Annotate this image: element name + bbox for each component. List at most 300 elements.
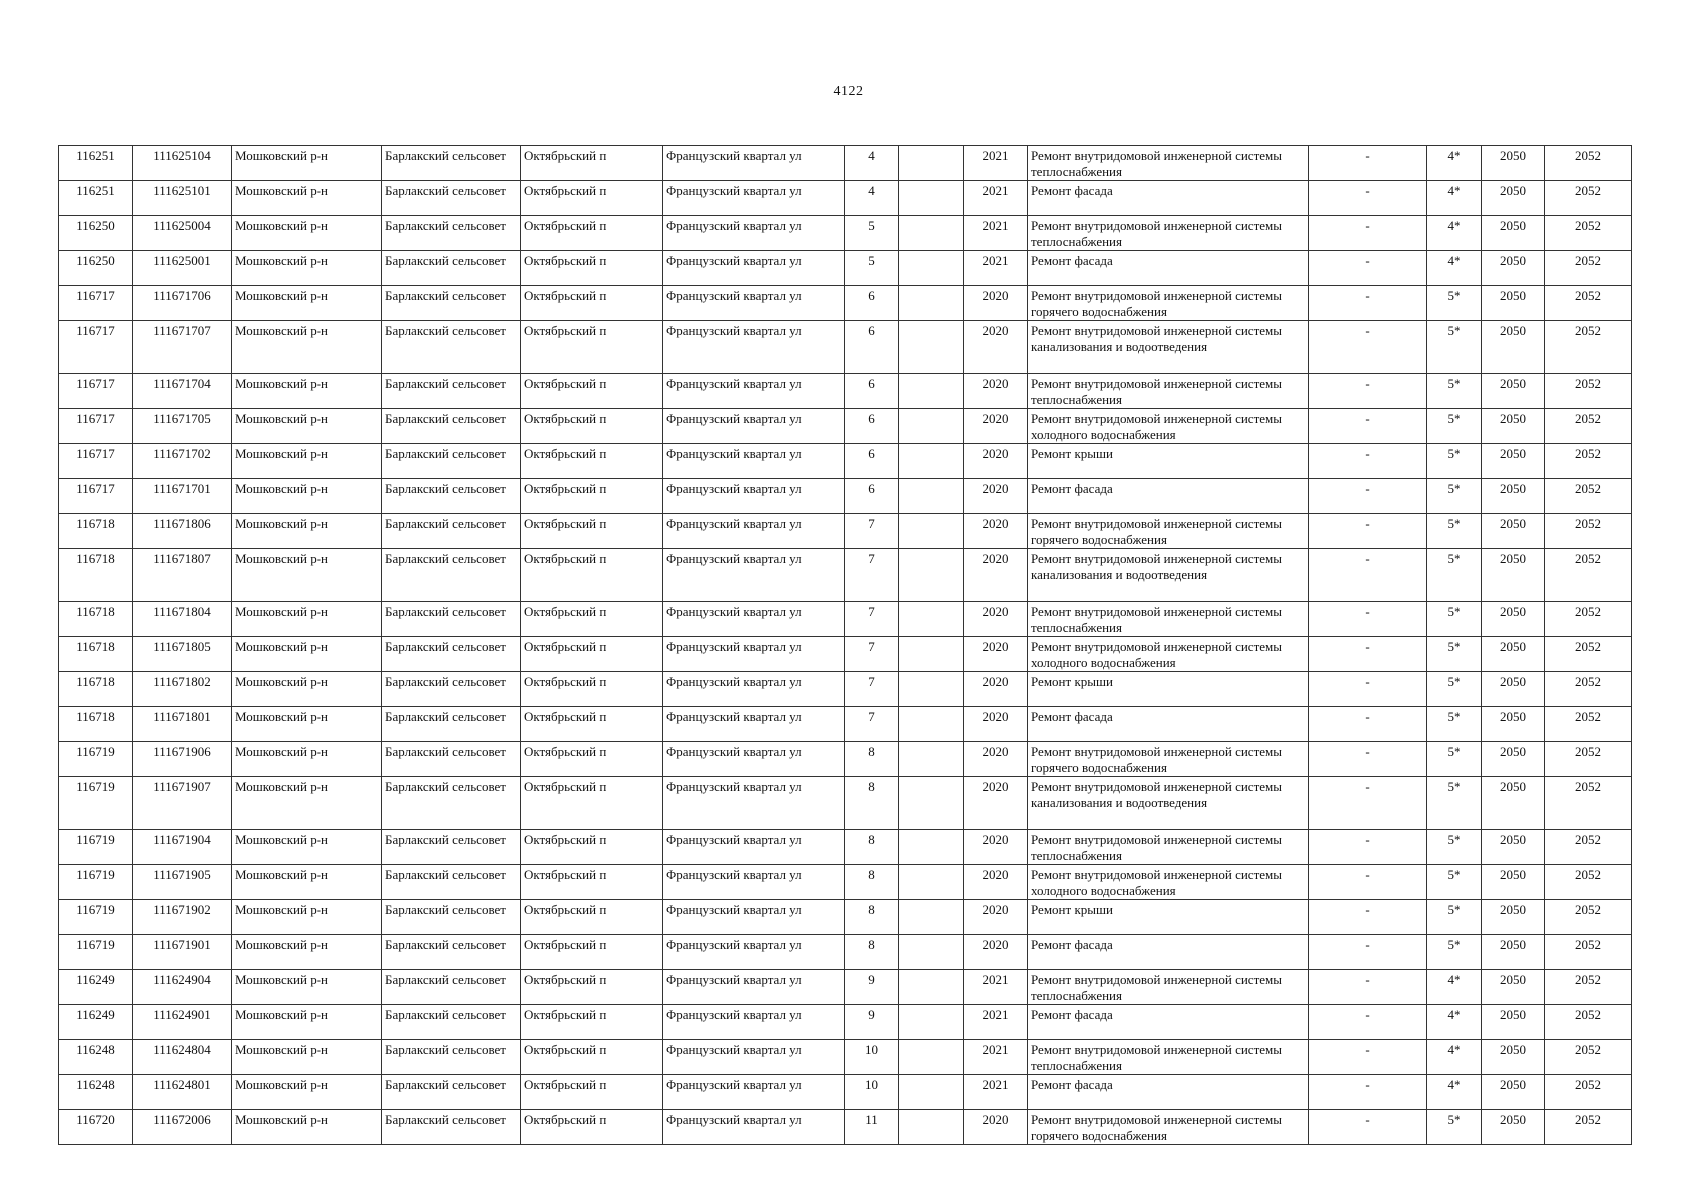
cell-year-to: 2052 xyxy=(1545,707,1632,742)
cell-number: 5* xyxy=(1427,900,1482,935)
cell-house: 8 xyxy=(845,830,899,865)
cell-district: Мошковский р-н xyxy=(232,1040,382,1075)
cell-house: 8 xyxy=(845,777,899,830)
cell-work-type: Ремонт внутридомовой инженерной системы холодного водоснабжения xyxy=(1028,637,1309,672)
cell-id: 116719 xyxy=(59,777,133,830)
table-row xyxy=(59,900,1632,935)
cell-number: 4* xyxy=(1427,251,1482,286)
table-row xyxy=(59,514,1632,549)
cell-council: Барлакский сельсовет xyxy=(382,970,521,1005)
cell-year-from: 2050 xyxy=(1482,1005,1545,1040)
cell-council: Барлакский сельсовет xyxy=(382,830,521,865)
cell-mark: - xyxy=(1309,146,1427,181)
cell-work-type: Ремонт крыши xyxy=(1028,444,1309,479)
cell-house: 9 xyxy=(845,970,899,1005)
table-row xyxy=(59,830,1632,865)
cell-street: Французский квартал ул xyxy=(663,1075,845,1110)
cell-year-to: 2052 xyxy=(1545,321,1632,374)
cell-mark: - xyxy=(1309,286,1427,321)
cell-council: Барлакский сельсовет xyxy=(382,742,521,777)
cell-id: 116718 xyxy=(59,549,133,602)
cell-mark: - xyxy=(1309,1075,1427,1110)
cell-house: 6 xyxy=(845,374,899,409)
cell-code: 111671706 xyxy=(133,286,232,321)
cell-year-to: 2052 xyxy=(1545,777,1632,830)
cell-street: Французский квартал ул xyxy=(663,1110,845,1145)
cell-year-from: 2050 xyxy=(1482,321,1545,374)
cell-settlement: Октябрьский п xyxy=(521,900,663,935)
cell-council: Барлакский сельсовет xyxy=(382,900,521,935)
cell-building xyxy=(899,707,964,742)
cell-house: 10 xyxy=(845,1040,899,1075)
cell-mark: - xyxy=(1309,777,1427,830)
cell-house: 4 xyxy=(845,146,899,181)
cell-code: 111625104 xyxy=(133,146,232,181)
cell-building xyxy=(899,1110,964,1145)
cell-year-to: 2052 xyxy=(1545,549,1632,602)
table-row xyxy=(59,1005,1632,1040)
cell-work-type: Ремонт внутридомовой инженерной системы теплоснабжения xyxy=(1028,374,1309,409)
cell-id: 116248 xyxy=(59,1075,133,1110)
table-row xyxy=(59,742,1632,777)
cell-district: Мошковский р-н xyxy=(232,216,382,251)
cell-year-from: 2050 xyxy=(1482,286,1545,321)
cell-house: 11 xyxy=(845,1110,899,1145)
cell-house: 7 xyxy=(845,514,899,549)
cell-year-to: 2052 xyxy=(1545,1040,1632,1075)
cell-number: 5* xyxy=(1427,479,1482,514)
cell-council: Барлакский сельсовет xyxy=(382,286,521,321)
cell-year-to: 2052 xyxy=(1545,672,1632,707)
cell-street: Французский квартал ул xyxy=(663,707,845,742)
cell-id: 116717 xyxy=(59,479,133,514)
cell-council: Барлакский сельсовет xyxy=(382,409,521,444)
cell-year-from: 2050 xyxy=(1482,970,1545,1005)
cell-council: Барлакский сельсовет xyxy=(382,146,521,181)
cell-year-to: 2052 xyxy=(1545,970,1632,1005)
cell-building xyxy=(899,1005,964,1040)
cell-street: Французский квартал ул xyxy=(663,286,845,321)
cell-year-from: 2050 xyxy=(1482,146,1545,181)
table-row xyxy=(59,321,1632,374)
cell-building xyxy=(899,602,964,637)
cell-street: Французский квартал ул xyxy=(663,251,845,286)
cell-council: Барлакский сельсовет xyxy=(382,216,521,251)
cell-mark: - xyxy=(1309,444,1427,479)
cell-building xyxy=(899,444,964,479)
cell-year: 2020 xyxy=(964,707,1028,742)
cell-year-from: 2050 xyxy=(1482,742,1545,777)
cell-code: 111671905 xyxy=(133,865,232,900)
cell-year: 2020 xyxy=(964,321,1028,374)
cell-year: 2020 xyxy=(964,830,1028,865)
cell-code: 111672006 xyxy=(133,1110,232,1145)
cell-year: 2020 xyxy=(964,549,1028,602)
cell-council: Барлакский сельсовет xyxy=(382,321,521,374)
table-row xyxy=(59,374,1632,409)
cell-work-type: Ремонт внутридомовой инженерной системы холодного водоснабжения xyxy=(1028,409,1309,444)
cell-id: 116719 xyxy=(59,742,133,777)
cell-year-to: 2052 xyxy=(1545,900,1632,935)
cell-year: 2021 xyxy=(964,181,1028,216)
cell-building xyxy=(899,146,964,181)
cell-district: Мошковский р-н xyxy=(232,637,382,672)
cell-settlement: Октябрьский п xyxy=(521,777,663,830)
cell-building xyxy=(899,479,964,514)
cell-year-from: 2050 xyxy=(1482,637,1545,672)
table-row xyxy=(59,251,1632,286)
cell-district: Мошковский р-н xyxy=(232,374,382,409)
cell-building xyxy=(899,742,964,777)
cell-work-type: Ремонт внутридомовой инженерной системы теплоснабжения xyxy=(1028,602,1309,637)
registry-table xyxy=(58,145,1632,1145)
cell-code: 111624904 xyxy=(133,970,232,1005)
cell-work-type: Ремонт внутридомовой инженерной системы горячего водоснабжения xyxy=(1028,286,1309,321)
registry-body xyxy=(59,146,1632,1145)
cell-building xyxy=(899,374,964,409)
cell-work-type: Ремонт фасада xyxy=(1028,1075,1309,1110)
cell-number: 5* xyxy=(1427,286,1482,321)
cell-year: 2020 xyxy=(964,444,1028,479)
cell-building xyxy=(899,549,964,602)
table-row xyxy=(59,777,1632,830)
cell-council: Барлакский сельсовет xyxy=(382,1110,521,1145)
cell-settlement: Октябрьский п xyxy=(521,409,663,444)
cell-mark: - xyxy=(1309,479,1427,514)
table-row xyxy=(59,1075,1632,1110)
cell-mark: - xyxy=(1309,830,1427,865)
cell-work-type: Ремонт фасада xyxy=(1028,707,1309,742)
cell-year: 2020 xyxy=(964,374,1028,409)
cell-code: 111671707 xyxy=(133,321,232,374)
cell-settlement: Октябрьский п xyxy=(521,321,663,374)
table-row xyxy=(59,479,1632,514)
cell-year-to: 2052 xyxy=(1545,374,1632,409)
cell-code: 111625101 xyxy=(133,181,232,216)
cell-building xyxy=(899,409,964,444)
cell-year-from: 2050 xyxy=(1482,865,1545,900)
cell-year-from: 2050 xyxy=(1482,672,1545,707)
cell-number: 5* xyxy=(1427,409,1482,444)
cell-house: 7 xyxy=(845,707,899,742)
cell-mark: - xyxy=(1309,742,1427,777)
cell-building xyxy=(899,216,964,251)
cell-code: 111671802 xyxy=(133,672,232,707)
cell-house: 6 xyxy=(845,321,899,374)
cell-house: 4 xyxy=(845,181,899,216)
table-row xyxy=(59,637,1632,672)
cell-council: Барлакский сельсовет xyxy=(382,479,521,514)
cell-year-from: 2050 xyxy=(1482,777,1545,830)
cell-house: 7 xyxy=(845,549,899,602)
cell-mark: - xyxy=(1309,1040,1427,1075)
cell-year-to: 2052 xyxy=(1545,865,1632,900)
cell-year-to: 2052 xyxy=(1545,216,1632,251)
table-row xyxy=(59,935,1632,970)
cell-district: Мошковский р-н xyxy=(232,514,382,549)
cell-council: Барлакский сельсовет xyxy=(382,777,521,830)
cell-district: Мошковский р-н xyxy=(232,1110,382,1145)
cell-district: Мошковский р-н xyxy=(232,1005,382,1040)
cell-building xyxy=(899,251,964,286)
cell-year-to: 2052 xyxy=(1545,935,1632,970)
cell-settlement: Октябрьский п xyxy=(521,479,663,514)
cell-mark: - xyxy=(1309,1005,1427,1040)
cell-council: Барлакский сельсовет xyxy=(382,1040,521,1075)
cell-house: 8 xyxy=(845,900,899,935)
cell-code: 111671902 xyxy=(133,900,232,935)
table-row xyxy=(59,1040,1632,1075)
cell-building xyxy=(899,1075,964,1110)
cell-house: 8 xyxy=(845,865,899,900)
cell-year-to: 2052 xyxy=(1545,514,1632,549)
cell-street: Французский квартал ул xyxy=(663,637,845,672)
cell-settlement: Октябрьский п xyxy=(521,374,663,409)
cell-code: 111671907 xyxy=(133,777,232,830)
cell-street: Французский квартал ул xyxy=(663,900,845,935)
cell-mark: - xyxy=(1309,181,1427,216)
cell-id: 116720 xyxy=(59,1110,133,1145)
cell-year: 2020 xyxy=(964,514,1028,549)
page-number: 4122 xyxy=(833,84,864,99)
cell-code: 111624901 xyxy=(133,1005,232,1040)
cell-work-type: Ремонт внутридомовой инженерной системы теплоснабжения xyxy=(1028,830,1309,865)
cell-street: Французский квартал ул xyxy=(663,479,845,514)
cell-number: 5* xyxy=(1427,865,1482,900)
cell-year-from: 2050 xyxy=(1482,514,1545,549)
cell-district: Мошковский р-н xyxy=(232,672,382,707)
cell-id: 116717 xyxy=(59,444,133,479)
table-row xyxy=(59,865,1632,900)
cell-council: Барлакский сельсовет xyxy=(382,444,521,479)
cell-year-from: 2050 xyxy=(1482,479,1545,514)
cell-settlement: Октябрьский п xyxy=(521,672,663,707)
cell-code: 111671904 xyxy=(133,830,232,865)
cell-street: Французский квартал ул xyxy=(663,321,845,374)
cell-district: Мошковский р-н xyxy=(232,935,382,970)
cell-house: 5 xyxy=(845,251,899,286)
cell-work-type: Ремонт внутридомовой инженерной системы теплоснабжения xyxy=(1028,216,1309,251)
cell-settlement: Октябрьский п xyxy=(521,549,663,602)
cell-year: 2020 xyxy=(964,777,1028,830)
cell-mark: - xyxy=(1309,602,1427,637)
table-row xyxy=(59,602,1632,637)
cell-work-type: Ремонт фасада xyxy=(1028,1005,1309,1040)
cell-settlement: Октябрьский п xyxy=(521,251,663,286)
cell-settlement: Октябрьский п xyxy=(521,742,663,777)
cell-building xyxy=(899,181,964,216)
cell-id: 116718 xyxy=(59,672,133,707)
cell-code: 111671704 xyxy=(133,374,232,409)
cell-number: 4* xyxy=(1427,181,1482,216)
cell-street: Французский квартал ул xyxy=(663,374,845,409)
cell-id: 116717 xyxy=(59,374,133,409)
cell-number: 5* xyxy=(1427,321,1482,374)
cell-district: Мошковский р-н xyxy=(232,830,382,865)
cell-house: 7 xyxy=(845,602,899,637)
cell-house: 6 xyxy=(845,479,899,514)
cell-settlement: Октябрьский п xyxy=(521,1005,663,1040)
cell-district: Мошковский р-н xyxy=(232,409,382,444)
cell-street: Французский квартал ул xyxy=(663,181,845,216)
cell-work-type: Ремонт фасада xyxy=(1028,251,1309,286)
cell-work-type: Ремонт внутридомовой инженерной системы канализования и водоотведения xyxy=(1028,549,1309,602)
table-row xyxy=(59,444,1632,479)
cell-mark: - xyxy=(1309,707,1427,742)
cell-year-from: 2050 xyxy=(1482,1040,1545,1075)
cell-settlement: Октябрьский п xyxy=(521,1110,663,1145)
cell-house: 6 xyxy=(845,409,899,444)
cell-year-from: 2050 xyxy=(1482,444,1545,479)
cell-year-to: 2052 xyxy=(1545,637,1632,672)
cell-number: 4* xyxy=(1427,1005,1482,1040)
cell-id: 116249 xyxy=(59,970,133,1005)
cell-year: 2020 xyxy=(964,900,1028,935)
cell-work-type: Ремонт внутридомовой инженерной системы теплоснабжения xyxy=(1028,970,1309,1005)
cell-work-type: Ремонт внутридомовой инженерной системы теплоснабжения xyxy=(1028,146,1309,181)
cell-district: Мошковский р-н xyxy=(232,444,382,479)
cell-street: Французский квартал ул xyxy=(663,146,845,181)
cell-street: Французский квартал ул xyxy=(663,602,845,637)
cell-number: 5* xyxy=(1427,672,1482,707)
cell-year-to: 2052 xyxy=(1545,444,1632,479)
cell-year: 2020 xyxy=(964,935,1028,970)
cell-code: 111671701 xyxy=(133,479,232,514)
cell-settlement: Октябрьский п xyxy=(521,865,663,900)
cell-year-to: 2052 xyxy=(1545,1110,1632,1145)
cell-settlement: Октябрьский п xyxy=(521,1040,663,1075)
cell-year: 2021 xyxy=(964,146,1028,181)
table-row xyxy=(59,181,1632,216)
cell-street: Французский квартал ул xyxy=(663,777,845,830)
cell-work-type: Ремонт внутридомовой инженерной системы канализования и водоотведения xyxy=(1028,321,1309,374)
cell-mark: - xyxy=(1309,549,1427,602)
cell-council: Барлакский сельсовет xyxy=(382,1075,521,1110)
cell-number: 4* xyxy=(1427,216,1482,251)
cell-settlement: Октябрьский п xyxy=(521,707,663,742)
cell-year-to: 2052 xyxy=(1545,479,1632,514)
cell-work-type: Ремонт внутридомовой инженерной системы горячего водоснабжения xyxy=(1028,514,1309,549)
cell-id: 116250 xyxy=(59,251,133,286)
cell-work-type: Ремонт фасада xyxy=(1028,935,1309,970)
cell-year-from: 2050 xyxy=(1482,251,1545,286)
cell-street: Французский квартал ул xyxy=(663,742,845,777)
cell-code: 111624801 xyxy=(133,1075,232,1110)
cell-code: 111625004 xyxy=(133,216,232,251)
cell-building xyxy=(899,672,964,707)
cell-council: Барлакский сельсовет xyxy=(382,935,521,970)
cell-settlement: Октябрьский п xyxy=(521,830,663,865)
cell-council: Барлакский сельсовет xyxy=(382,549,521,602)
cell-year-from: 2050 xyxy=(1482,549,1545,602)
cell-street: Французский квартал ул xyxy=(663,216,845,251)
cell-id: 116719 xyxy=(59,830,133,865)
cell-year: 2020 xyxy=(964,1110,1028,1145)
cell-settlement: Октябрьский п xyxy=(521,602,663,637)
table-row xyxy=(59,707,1632,742)
cell-council: Барлакский сельсовет xyxy=(382,374,521,409)
cell-mark: - xyxy=(1309,637,1427,672)
cell-year: 2021 xyxy=(964,1040,1028,1075)
cell-number: 5* xyxy=(1427,514,1482,549)
cell-settlement: Октябрьский п xyxy=(521,444,663,479)
cell-mark: - xyxy=(1309,865,1427,900)
cell-year-from: 2050 xyxy=(1482,374,1545,409)
cell-building xyxy=(899,514,964,549)
cell-number: 5* xyxy=(1427,777,1482,830)
cell-year: 2020 xyxy=(964,286,1028,321)
cell-district: Мошковский р-н xyxy=(232,865,382,900)
cell-settlement: Октябрьский п xyxy=(521,637,663,672)
cell-settlement: Октябрьский п xyxy=(521,1075,663,1110)
cell-street: Французский квартал ул xyxy=(663,409,845,444)
cell-number: 5* xyxy=(1427,935,1482,970)
cell-council: Барлакский сельсовет xyxy=(382,181,521,216)
cell-council: Барлакский сельсовет xyxy=(382,865,521,900)
cell-mark: - xyxy=(1309,374,1427,409)
cell-year: 2020 xyxy=(964,602,1028,637)
cell-number: 5* xyxy=(1427,707,1482,742)
cell-street: Французский квартал ул xyxy=(663,444,845,479)
cell-district: Мошковский р-н xyxy=(232,549,382,602)
cell-number: 5* xyxy=(1427,830,1482,865)
cell-id: 116719 xyxy=(59,935,133,970)
cell-building xyxy=(899,900,964,935)
cell-street: Французский квартал ул xyxy=(663,514,845,549)
cell-id: 116248 xyxy=(59,1040,133,1075)
cell-settlement: Октябрьский п xyxy=(521,146,663,181)
cell-year-to: 2052 xyxy=(1545,742,1632,777)
cell-district: Мошковский р-н xyxy=(232,777,382,830)
cell-mark: - xyxy=(1309,409,1427,444)
cell-code: 111671801 xyxy=(133,707,232,742)
cell-work-type: Ремонт крыши xyxy=(1028,672,1309,707)
cell-settlement: Октябрьский п xyxy=(521,970,663,1005)
cell-council: Барлакский сельсовет xyxy=(382,672,521,707)
cell-year-from: 2050 xyxy=(1482,830,1545,865)
cell-mark: - xyxy=(1309,251,1427,286)
cell-year-to: 2052 xyxy=(1545,1075,1632,1110)
cell-settlement: Октябрьский п xyxy=(521,216,663,251)
cell-council: Барлакский сельсовет xyxy=(382,251,521,286)
cell-code: 111671702 xyxy=(133,444,232,479)
cell-id: 116250 xyxy=(59,216,133,251)
cell-street: Французский квартал ул xyxy=(663,935,845,970)
cell-number: 5* xyxy=(1427,444,1482,479)
cell-year-from: 2050 xyxy=(1482,216,1545,251)
cell-district: Мошковский р-н xyxy=(232,479,382,514)
cell-mark: - xyxy=(1309,216,1427,251)
cell-id: 116718 xyxy=(59,514,133,549)
cell-district: Мошковский р-н xyxy=(232,707,382,742)
cell-work-type: Ремонт внутридомовой инженерной системы горячего водоснабжения xyxy=(1028,742,1309,777)
cell-year: 2020 xyxy=(964,479,1028,514)
cell-number: 5* xyxy=(1427,374,1482,409)
cell-district: Мошковский р-н xyxy=(232,251,382,286)
cell-year-to: 2052 xyxy=(1545,286,1632,321)
table-row xyxy=(59,549,1632,602)
cell-mark: - xyxy=(1309,321,1427,374)
cell-building xyxy=(899,935,964,970)
cell-work-type: Ремонт внутридомовой инженерной системы горячего водоснабжения xyxy=(1028,1110,1309,1145)
cell-number: 4* xyxy=(1427,1075,1482,1110)
cell-house: 8 xyxy=(845,935,899,970)
cell-building xyxy=(899,777,964,830)
cell-settlement: Октябрьский п xyxy=(521,286,663,321)
cell-district: Мошковский р-н xyxy=(232,286,382,321)
cell-street: Французский квартал ул xyxy=(663,1005,845,1040)
cell-house: 7 xyxy=(845,672,899,707)
